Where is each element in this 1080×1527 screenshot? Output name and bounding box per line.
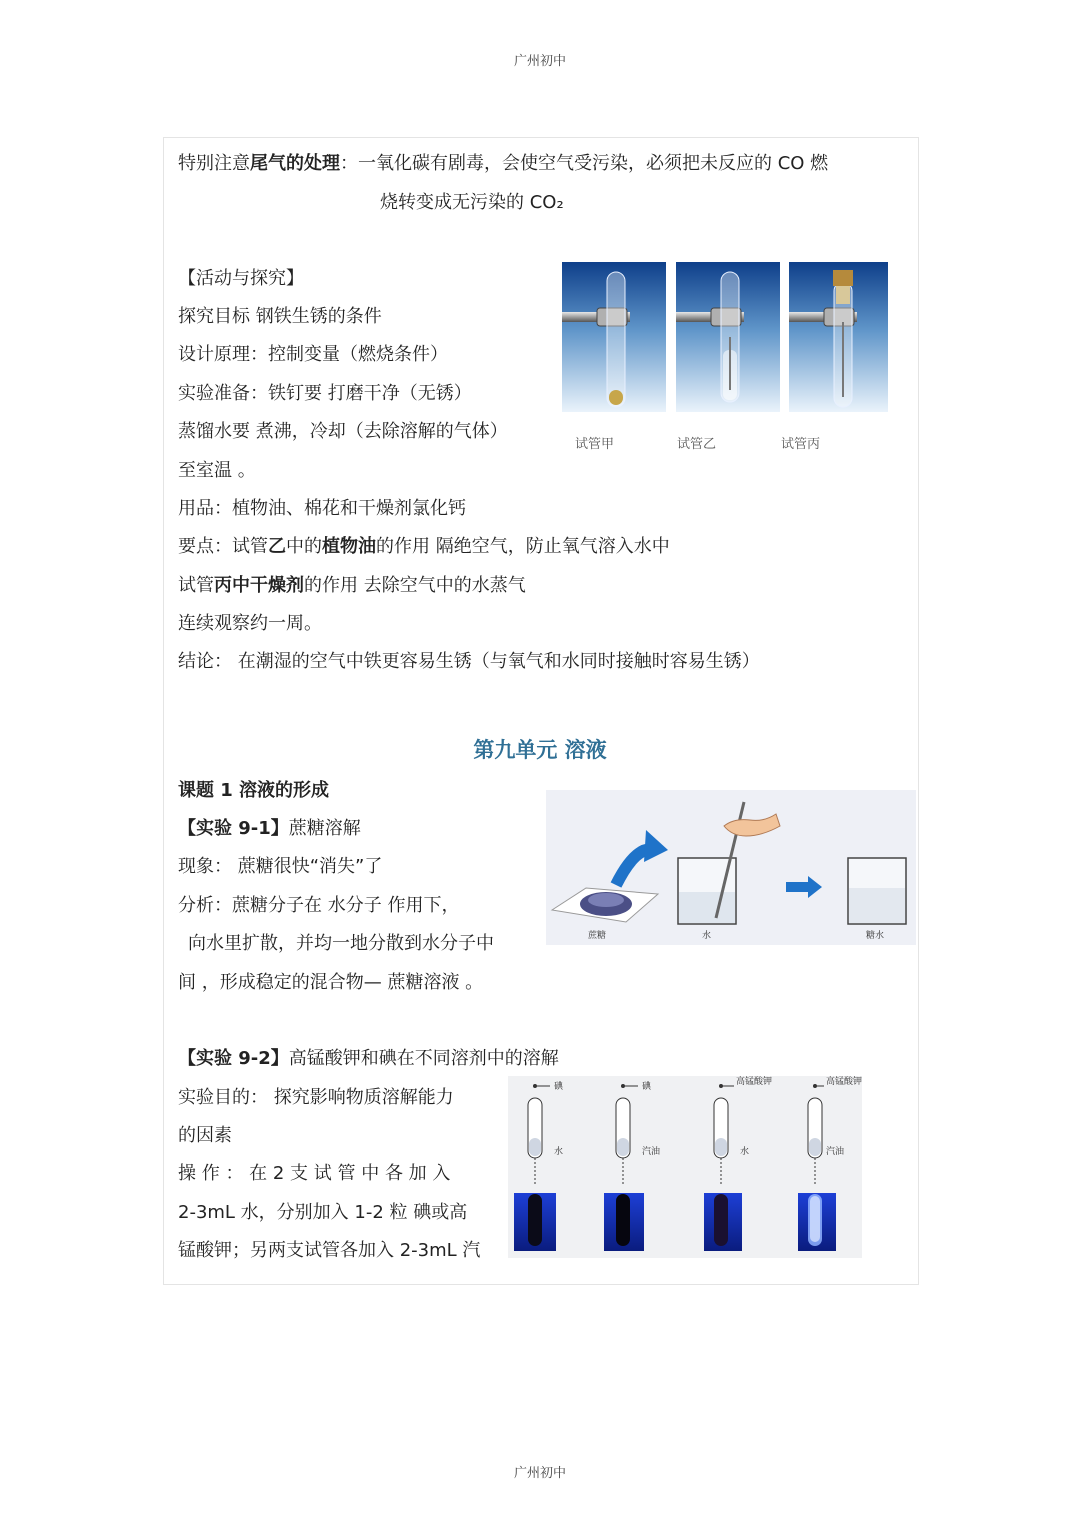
key1-bold-tube: 乙 xyxy=(268,536,286,557)
activity-observe: 连续观察约一周。 xyxy=(178,613,322,634)
key1-part: 中的 xyxy=(286,536,322,557)
tube-4-top-label: 高锰酸钾 xyxy=(826,1077,862,1087)
experiment-9-1-heading xyxy=(178,818,361,840)
page-header: 广州初中 xyxy=(513,54,566,69)
exp2-purpose-1: 实验目的： 探究影响物质溶解能力 xyxy=(178,1087,454,1108)
tube-3-side-label: 水 xyxy=(740,1147,750,1157)
tube-photo-jia xyxy=(562,262,666,412)
experiment-9-1-label: 【实验 9-1】 xyxy=(178,818,289,839)
exp2-purpose-2: 的因素 xyxy=(178,1125,232,1146)
activity-principle: 设计原理：控制变量（燃烧条件） xyxy=(178,344,448,365)
tube-4-side-label: 汽油 xyxy=(826,1147,845,1157)
key1-bold-oil: 植物油 xyxy=(322,536,376,557)
exp2-operation-3: 锰酸钾；另两支试管各加入 2-3mL 汽 xyxy=(178,1240,481,1261)
key1-part: 要点：试管 xyxy=(178,536,268,557)
unit-title: 第九单元 溶液 xyxy=(473,738,607,762)
tube-3-top-label: 高锰酸钾 xyxy=(736,1077,773,1087)
tube-caption-bing: 试管丙 xyxy=(781,437,821,452)
tube-1-side-label: 水 xyxy=(554,1147,564,1157)
beaker-sugar-water xyxy=(848,858,906,924)
activity-key-2 xyxy=(178,575,526,597)
exp2-operation-1: 操 作 ： 在 2 支 试 管 中 各 加 入 xyxy=(178,1163,451,1184)
activity-conclusion: 结论： 在潮湿的空气中铁更容易生锈（与氧气和水同时接触时容易生锈） xyxy=(178,651,760,672)
fig-label-sugar-water: 糖水 xyxy=(866,931,885,941)
tail-gas-prefix: 特别注意 xyxy=(178,153,250,174)
rust-test-tubes-figure xyxy=(562,262,888,412)
tail-gas-bold: 尾气的处理 xyxy=(250,153,340,174)
tail-gas-line-1 xyxy=(178,153,828,175)
activity-water-1: 蒸馏水要 煮沸，冷却（去除溶解的气体） xyxy=(178,421,508,442)
activity-prep: 实验准备：铁钉要 打磨干净（无锈） xyxy=(178,383,472,404)
tube-2-top-label: 碘 xyxy=(642,1082,652,1092)
activity-heading: 【活动与探究】 xyxy=(178,268,304,289)
experiment-9-1-title: 蔗糖溶解 xyxy=(288,818,361,839)
exp1-phenomenon: 现象： 蔗糖很快“消失”了 xyxy=(178,856,383,877)
key2-part: 试管 xyxy=(178,575,214,596)
fig-label-water: 水 xyxy=(702,931,712,941)
sugar-dissolving-figure xyxy=(546,790,916,945)
exp2-operation-2: 2-3mL 水，分别加入 1-2 粒 碘或高 xyxy=(178,1202,468,1223)
tube-1-top-label: 碘 xyxy=(554,1082,564,1092)
tube-caption-jia: 试管甲 xyxy=(575,437,615,452)
exp1-analysis-1: 分析：蔗糖分子在 水分子 作用下， xyxy=(178,895,460,916)
tail-gas-line-2: 烧转变成无污染的 CO₂ xyxy=(380,192,564,213)
exp1-analysis-3: 间 ，形成稳定的混合物— 蔗糖溶液 。 xyxy=(178,972,484,993)
lesson-title: 课题 1 溶液的形成 xyxy=(178,780,330,801)
page-footer: 广州初中 xyxy=(513,1466,566,1481)
key1-part: 的作用 隔绝空气，防止氧气溶入水中 xyxy=(376,536,670,557)
activity-key-1 xyxy=(178,536,670,558)
tube-photo-bing xyxy=(789,262,888,412)
exp1-analysis-2: 向水里扩散，并均一地分散到水分子中 xyxy=(188,933,494,954)
tube-photo-yi xyxy=(676,262,780,412)
tube-caption-yi: 试管乙 xyxy=(677,437,717,452)
experiment-9-2-heading xyxy=(178,1048,559,1070)
key2-part: 的作用 去除空气中的水蒸气 xyxy=(304,575,526,596)
fig-label-sugar: 蔗糖 xyxy=(588,931,607,941)
tail-gas-text: ：一氧化碳有剧毒，会使空气受污染，必须把未反应的 CO 燃 xyxy=(340,153,829,174)
activity-goal: 探究目标 钢铁生锈的条件 xyxy=(178,306,382,327)
activity-supplies: 用品：植物油、棉花和干燥剂氯化钙 xyxy=(178,498,466,519)
key2-bold-part: 中 xyxy=(232,575,250,596)
solvent-tubes-figure xyxy=(508,1076,862,1258)
key2-bold-desiccant: 干燥剂 xyxy=(250,575,304,596)
key2-bold-tube: 丙 xyxy=(214,575,232,596)
experiment-9-2-label: 【实验 9-2】 xyxy=(178,1048,289,1069)
experiment-9-2-title: 高锰酸钾和碘在不同溶剂中的溶解 xyxy=(288,1048,559,1069)
activity-water-2: 至室温 。 xyxy=(178,460,256,481)
tube-2-side-label: 汽油 xyxy=(642,1147,661,1157)
